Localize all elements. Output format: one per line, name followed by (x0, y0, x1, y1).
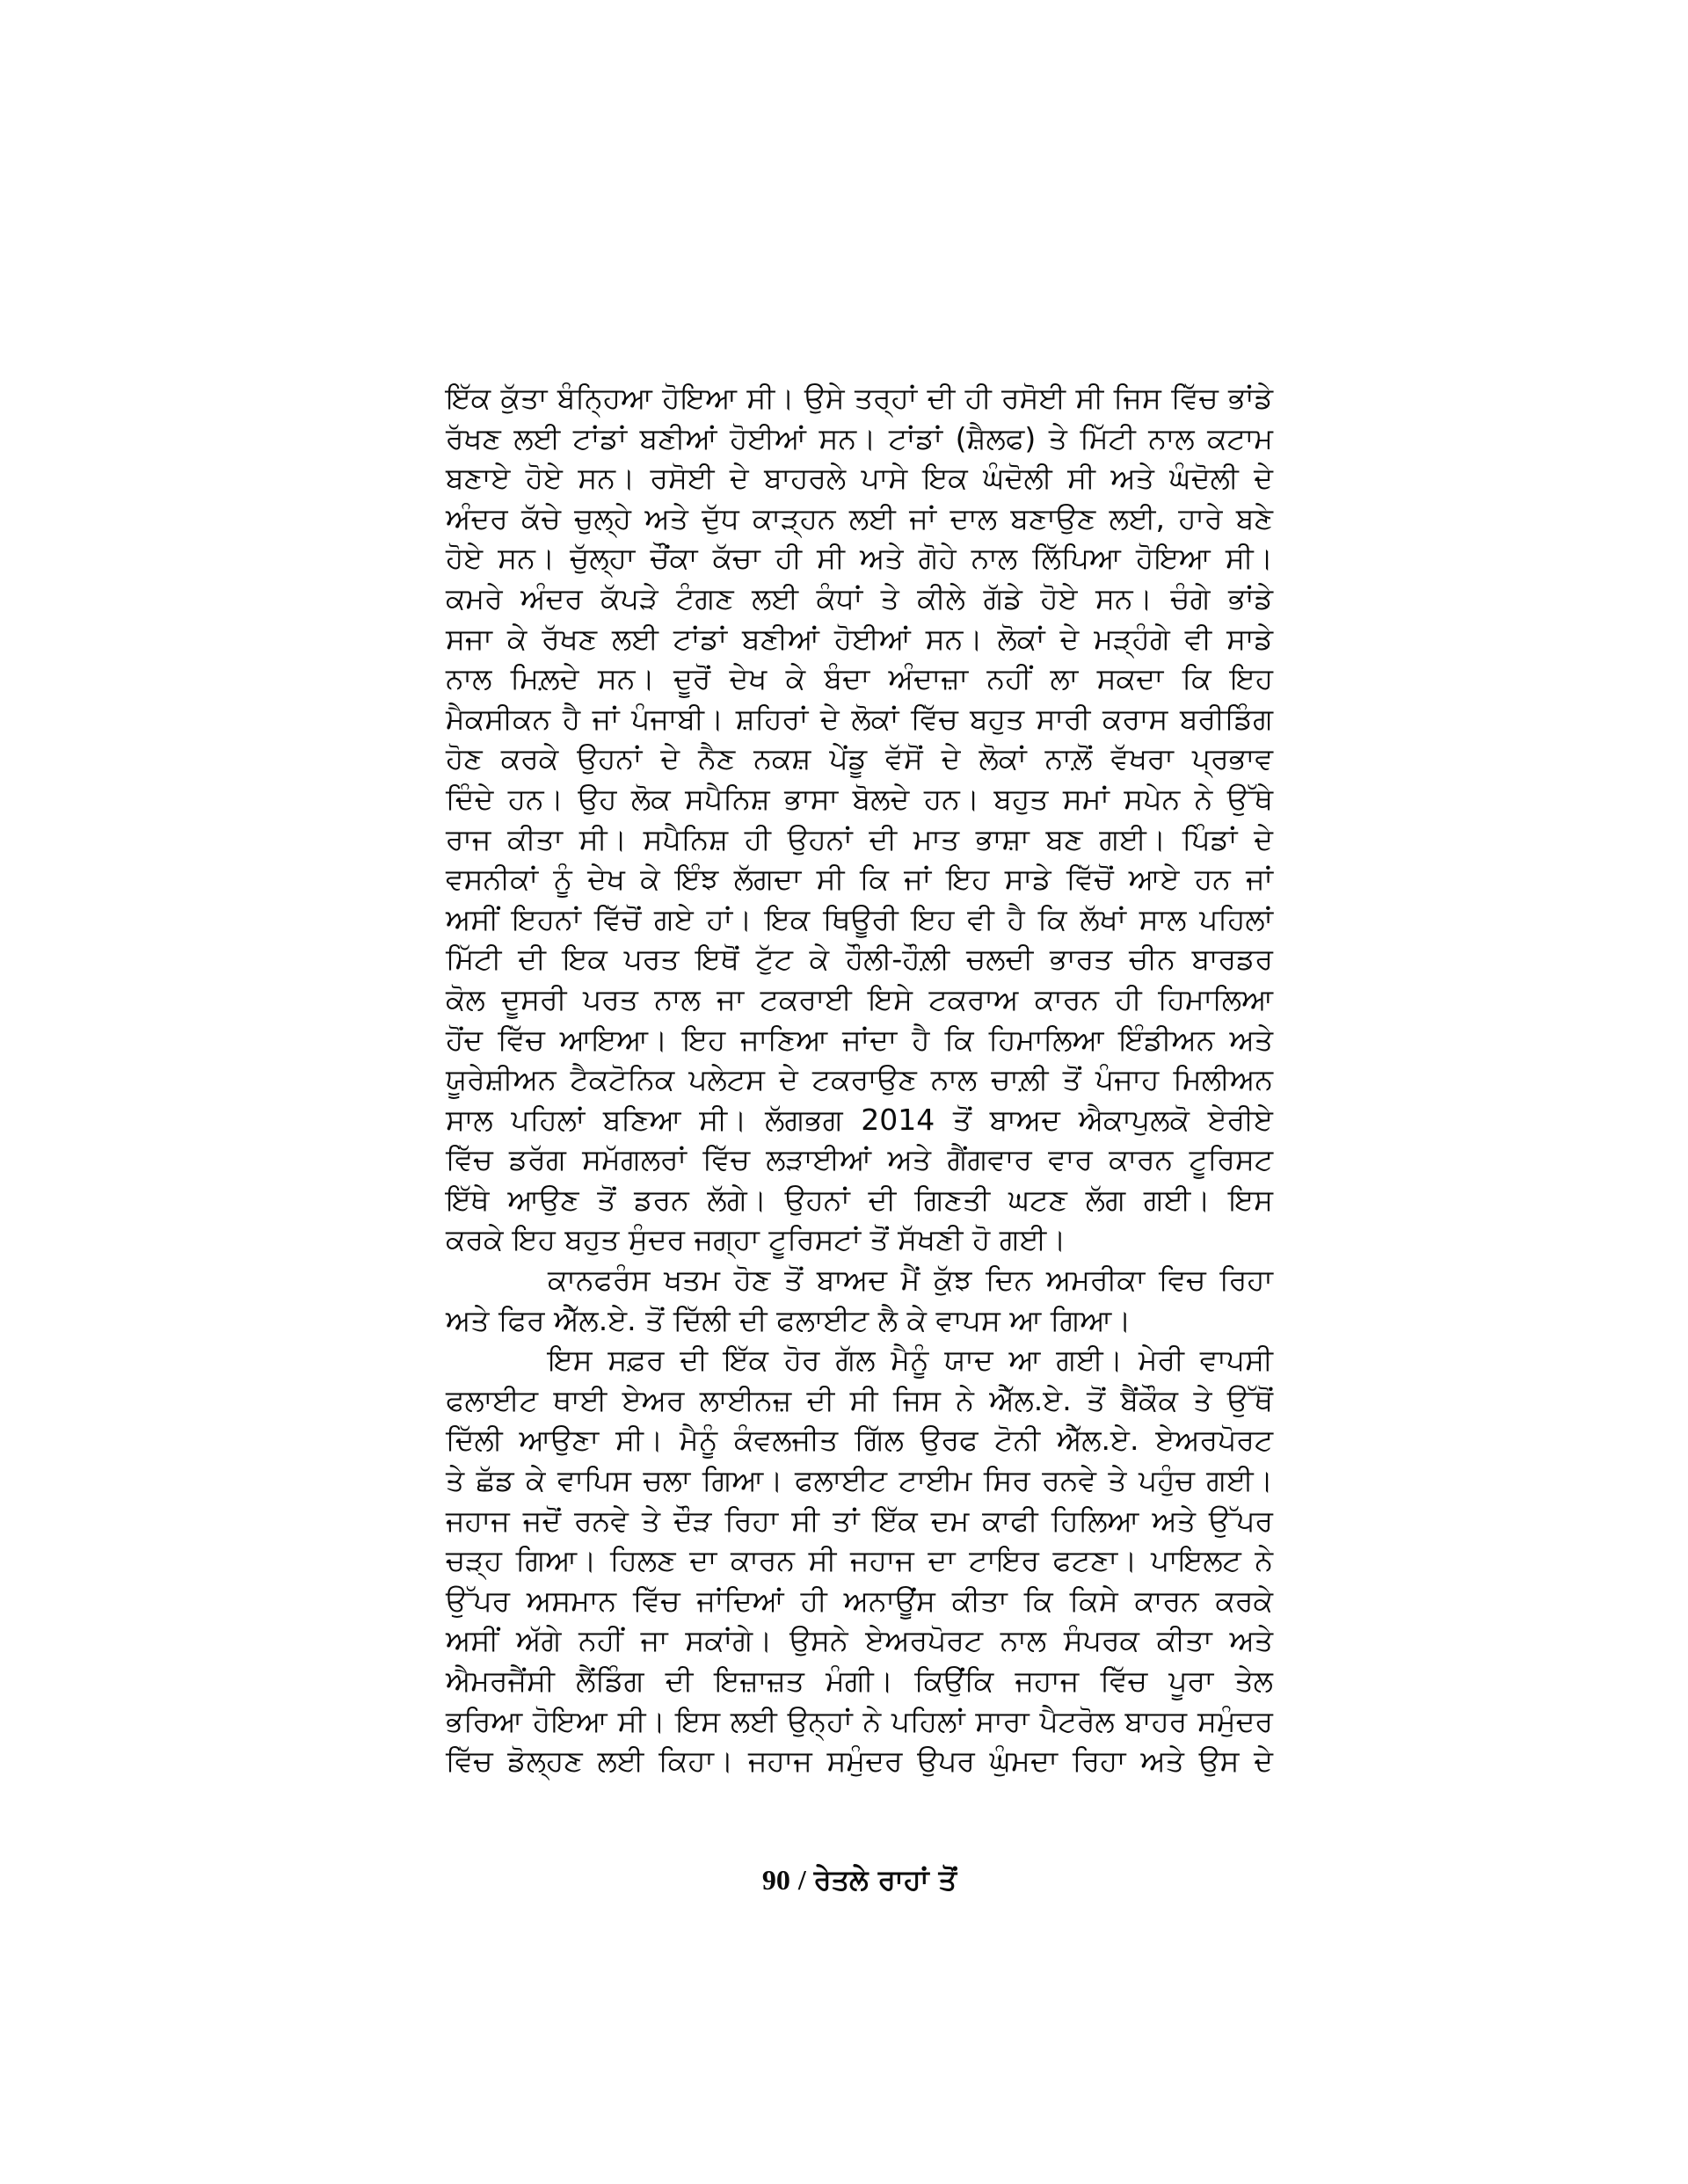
text-line: ਐਮਰਜੈਂਸੀ ਲੈਂਡਿੰਗ ਦੀ ਇਜ਼ਾਜ਼ਤ ਮੰਗੀ। ਕਿਉਂਕਿ ਜਹਾਜ ਵਿੱਚ ਪੂਰਾ ਤੇਲ (446, 1663, 1273, 1698)
text-line: ਕਮਰੇ ਅੰਦਰ ਕੱਪੜੇ ਟੰਗਣ ਲਈ ਕੰਧਾਂ ਤੇ ਕੀਲੇ ਗੱਡੇ ਹੋਏ ਸਨ। ਚੰਗੇ ਭਾਂਡੇ (446, 580, 1273, 615)
text-line: ਅਤੇ ਫਿਰ ਐੱਲ.ਏ. ਤੋਂ ਦਿੱਲੀ ਦੀ ਫਲਾਈਟ ਲੈ ਕੇ ਵਾਪਸ ਆ ਗਿਆ। (446, 1302, 1131, 1337)
text-line: ਸਜਾ ਕੇ ਰੱਖਣ ਲਈ ਟਾਂਡਾਂ ਬਣੀਆਂ ਹੋਈਆਂ ਸਨ। ਲੋਕਾਂ ਦੇ ਮੜ੍ਹੰਗੇ ਵੀ ਸਾਡੇ (446, 621, 1273, 656)
text-line: ਭਰਿਆ ਹੋਇਆ ਸੀ। ਇਸ ਲਈ ਉਨ੍ਹਾਂ ਨੇ ਪਹਿਲਾਂ ਸਾਰਾ ਪੈਟਰੋਲ ਬਾਹਰ ਸਮੁੰਦਰ (446, 1703, 1273, 1738)
text-line: ਫਲਾਈਟ ਥਾਈ ਏਅਰ ਲਾਈਨਜ਼ ਦੀ ਸੀ ਜਿਸ ਨੇ ਐੱਲ.ਏ. ਤੋਂ ਬੈਂਕੌਕ ਤੇ ਉੱਥੋਂ (446, 1382, 1273, 1417)
text-line: ਕਰਕੇ ਇਹ ਬਹੁਤ ਸੁੰਦਰ ਜਗ੍ਹਾ ਟੂਰਿਸਟਾਂ ਤੋਂ ਸੱਖਣੀ ਹੋ ਗਈ। (446, 1222, 1066, 1257)
text-line: ਬਣਾਏ ਹੋਏ ਸਨ। ਰਸੋਈ ਦੇ ਬਾਹਰਲੇ ਪਾਸੇ ਇਕ ਘੰਦੋਲੀ ਸੀ ਅਤੇ ਘੰਦੋਲੀ ਦੇ (446, 461, 1273, 496)
text-line: ਸਾਲ ਪਹਿਲਾਂ ਬਣਿਆ ਸੀ। ਲੱਗਭਗ 2014 ਤੋਂ ਬਾਅਦ ਐਕਾਪੁਲਕੋ ਏਰੀਏ (446, 1102, 1273, 1137)
text-line: ਨਾਲ ਮਿਲ਼ਦੇ ਸਨ। ਦੂਰੋਂ ਦੇਖ ਕੇ ਬੰਦਾ ਅੰਦਾਜ਼ਾ ਨਹੀਂ ਲਾ ਸਕਦਾ ਕਿ ਇਹ (446, 661, 1273, 696)
text-line: ਅਸੀਂ ਇਹਨਾਂ ਵਿੱਚੋਂ ਗਏ ਹਾਂ। ਇਕ ਥਿਊਰੀ ਇਹ ਵੀ ਹੈ ਕਿ ਲੱਖਾਂ ਸਾਲ ਪਹਿਲਾਂ (446, 901, 1273, 936)
text-line: ਮਿੱਟੀ ਦੀ ਇਕ ਪਰਤ ਇਥੋਂ ਟੁੱਟ ਕੇ ਹੌਲੀ-ਹੌਲ਼ੀ ਚਲਦੀ ਭਾਰਤ ਚੀਨ ਬਾਰਡਰ (446, 942, 1273, 977)
text-line: ਜਹਾਜ ਜਦੋਂ ਰਨਵੇ ਤੇ ਦੌੜ ਰਿਹਾ ਸੀ ਤਾਂ ਇੱਕ ਦਮ ਕਾਫੀ ਹਿਲਿਆ ਅਤੇ ਉੱਪਰ (446, 1503, 1273, 1538)
text-line: ਉੱਪਰ ਅਸਮਾਨ ਵਿੱਚ ਜਾਂਦਿਆਂ ਹੀ ਅਨਾਊਂਸ ਕੀਤਾ ਕਿ ਕਿਸੇ ਕਾਰਨ ਕਰਕੇ (446, 1583, 1273, 1618)
text-line: ਅਸੀਂ ਅੱਗੇ ਨਹੀਂ ਜਾ ਸਕਾਂਗੇ। ਉਸਨੇ ਏਅਰਪੋਰਟ ਨਾਲ ਸੰਪਰਕ ਕੀਤਾ ਅਤੇ (446, 1623, 1273, 1658)
text-line: ਹੋਂਦ ਵਿੱਚ ਆਇਆ। ਇਹ ਜਾਣਿਆ ਜਾਂਦਾ ਹੈ ਕਿ ਹਿਮਾਲਿਆ ਇੰਡੀਅਨ ਅਤੇ (446, 1022, 1273, 1057)
text-line: ਕੋਲ ਦੂਸਰੀ ਪਰਤ ਨਾਲ ਜਾ ਟਕਰਾਈ ਇਸੇ ਟਕਰਾਅ ਕਾਰਨ ਹੀ ਹਿਮਾਲਿਆ (446, 981, 1273, 1016)
book-title: ਰੇਤਲੇ ਰਾਹਾਂ ਤੋਂ (813, 1863, 957, 1896)
page-footer (446, 1859, 1273, 1901)
text-line: ਇੱਥੇ ਆਉਣ ਤੋਂ ਡਰਨ ਲੱਗੇ। ਉਹਨਾਂ ਦੀ ਗਿਣਤੀ ਘਟਣ ਲੱਗ ਗਈ। ਇਸ (446, 1182, 1273, 1217)
text-line: ਦਿੰਦੇ ਹਨ। ਉਹ ਲੋਕ ਸਪੈਨਿਸ਼ ਭਾਸਾ ਬੋਲਦੇ ਹਨ। ਬਹੁਤ ਸਮਾਂ ਸਪੇਨ ਨੇ ਉੱਥੇ (446, 781, 1273, 816)
text-line: ਵਿੱਚ ਡਰੱਗ ਸਮੱਗਲਰਾਂ ਵਿੱਚ ਲੜਾਈਆਂ ਅਤੇ ਗੈਂਗਵਾਰ ਵਾਰ ਕਾਰਨ ਟੂਰਿਸਟ (446, 1142, 1273, 1177)
text-line: ਹੋਣ ਕਰਕੇ ਉਹਨਾਂ ਦੇ ਨੈਣ ਨਕਸ਼ ਪੇਂਡੂ ਵੱਸੋਂ ਦੇ ਲੋਕਾਂ ਨਾਲ਼ੋਂ ਵੱਖਰਾ ਪ੍ਰਭਾਵ (446, 741, 1273, 776)
text-line: ਇੱਕ ਕੁੱਤਾ ਬੰਨ੍ਹਿਆ ਹੋਇਆ ਸੀ। ਉਸੇ ਤਰ੍ਹਾਂ ਦੀ ਹੀ ਰਸੋਈ ਸੀ ਜਿਸ ਵਿੱਚ ਭਾਂਡੇ (446, 381, 1273, 415)
text-line: ਦਿੱਲੀ ਆਉਣਾ ਸੀ। ਮੈਨੂੰ ਕੰਵਲਜੀਤ ਗਿੱਲ ਉਰਫ ਟੋਨੀ ਐੱਲ.ਏ. ਏਅਰਪੋਰਟ (446, 1423, 1273, 1458)
text-line: ਹੋਏ ਸਨ। ਚੁੱਲ੍ਹਾ ਚੌਂਕਾ ਕੱਚਾ ਹੀ ਸੀ ਅਤੇ ਗੋਹੇ ਨਾਲ ਲਿੱਪਿਆ ਹੋਇਆ ਸੀ। (446, 541, 1273, 576)
page-number: 90 (761, 1864, 790, 1896)
footer-separator: / (797, 1864, 806, 1896)
text-line: ਕਾਨਫਰੰਸ ਖਤਮ ਹੋਣ ਤੋਂ ਬਾਅਦ ਮੈਂ ਕੁੱਝ ਦਿਨ ਅਮਰੀਕਾ ਵਿਚ ਰਿਹਾ (548, 1263, 1273, 1298)
text-line: ਚੜ੍ਹ ਗਿਆ। ਹਿਲਣ ਦਾ ਕਾਰਨ ਸੀ ਜਹਾਜ ਦਾ ਟਾਇਰ ਫਟਣਾ। ਪਾਇਲਟ ਨੇ (446, 1543, 1273, 1578)
text-line: ਯੂਰੇਸ਼ੀਅਨ ਟੈਕਟੋਨਿਕ ਪਲੇਟਸ ਦੇ ਟਕਰਾਉਣ ਨਾਲ ਚਾਲ਼ੀ ਤੋਂ ਪੰਜਾਹ ਮਿਲੀਅਨ (446, 1062, 1273, 1097)
text-line: ਮੈਕਸੀਕਨ ਹੈ ਜਾਂ ਪੰਜਾਬੀ। ਸ਼ਹਿਰਾਂ ਦੇ ਲੋਕਾਂ ਵਿੱਚ ਬਹੁਤ ਸਾਰੀ ਕਰਾਸ ਬਰੀਡਿੰਗ (446, 701, 1273, 736)
text-line: ਅੰਦਰ ਕੱਚੇ ਚੁਲ੍ਹੇ ਅਤੇ ਦੁੱਧ ਕਾੜ੍ਹਨ ਲਈ ਜਾਂ ਦਾਲ ਬਣਾਉਣ ਲਈ, ਹਾਰੇ ਬਣੇ (446, 500, 1273, 535)
text-line: ਰੱਖਣ ਲਈ ਟਾਂਡਾਂ ਬਣੀਆਂ ਹੋਈਆਂ ਸਨ। ਟਾਂਡਾਂ (ਸ਼ੈਲਫ) ਤੇ ਮਿੱਟੀ ਨਾਲ ਕਟਾਮ (446, 420, 1273, 455)
text-line: ਵਸਨੀਕਾਂ ਨੂੰ ਦੇਖ ਕੇ ਇੰਝ ਲੱਗਦਾ ਸੀ ਕਿ ਜਾਂ ਇਹ ਸਾਡੇ ਵਿੱਚੋਂ ਆਏ ਹਨ ਜਾਂ (446, 862, 1273, 897)
text-line: ਵਿੱਚ ਡੋਲ੍ਹਣ ਲਈ ਕਿਹਾ। ਜਹਾਜ ਸਮੁੰਦਰ ਉਪਰ ਘੁੰਮਦਾ ਰਿਹਾ ਅਤੇ ਉਸ ਦੇ (446, 1744, 1273, 1779)
text-line: ਰਾਜ ਕੀਤਾ ਸੀ। ਸਪੈਨਿਸ਼ ਹੀ ਉਹਨਾਂ ਦੀ ਮਾਤ ਭਾਸ਼ਾ ਬਣ ਗਈ। ਪਿੰਡਾਂ ਦੇ (446, 821, 1273, 856)
text-line: ਤੇ ਛੱਡ ਕੇ ਵਾਪਿਸ ਚਲਾ ਗਿਆ। ਫਲਾਈਟ ਟਾਈਮ ਸਿਰ ਰਨਵੇ ਤੇ ਪਹੁੰਚ ਗਈ। (446, 1463, 1273, 1498)
text-line: ਇਸ ਸਫ਼ਰ ਦੀ ਇੱਕ ਹੋਰ ਗੱਲ ਮੈਨੂੰ ਯਾਦ ਆ ਗਈ। ਮੇਰੀ ਵਾਪਸੀ (548, 1343, 1273, 1378)
body-text-block (446, 378, 1273, 1781)
